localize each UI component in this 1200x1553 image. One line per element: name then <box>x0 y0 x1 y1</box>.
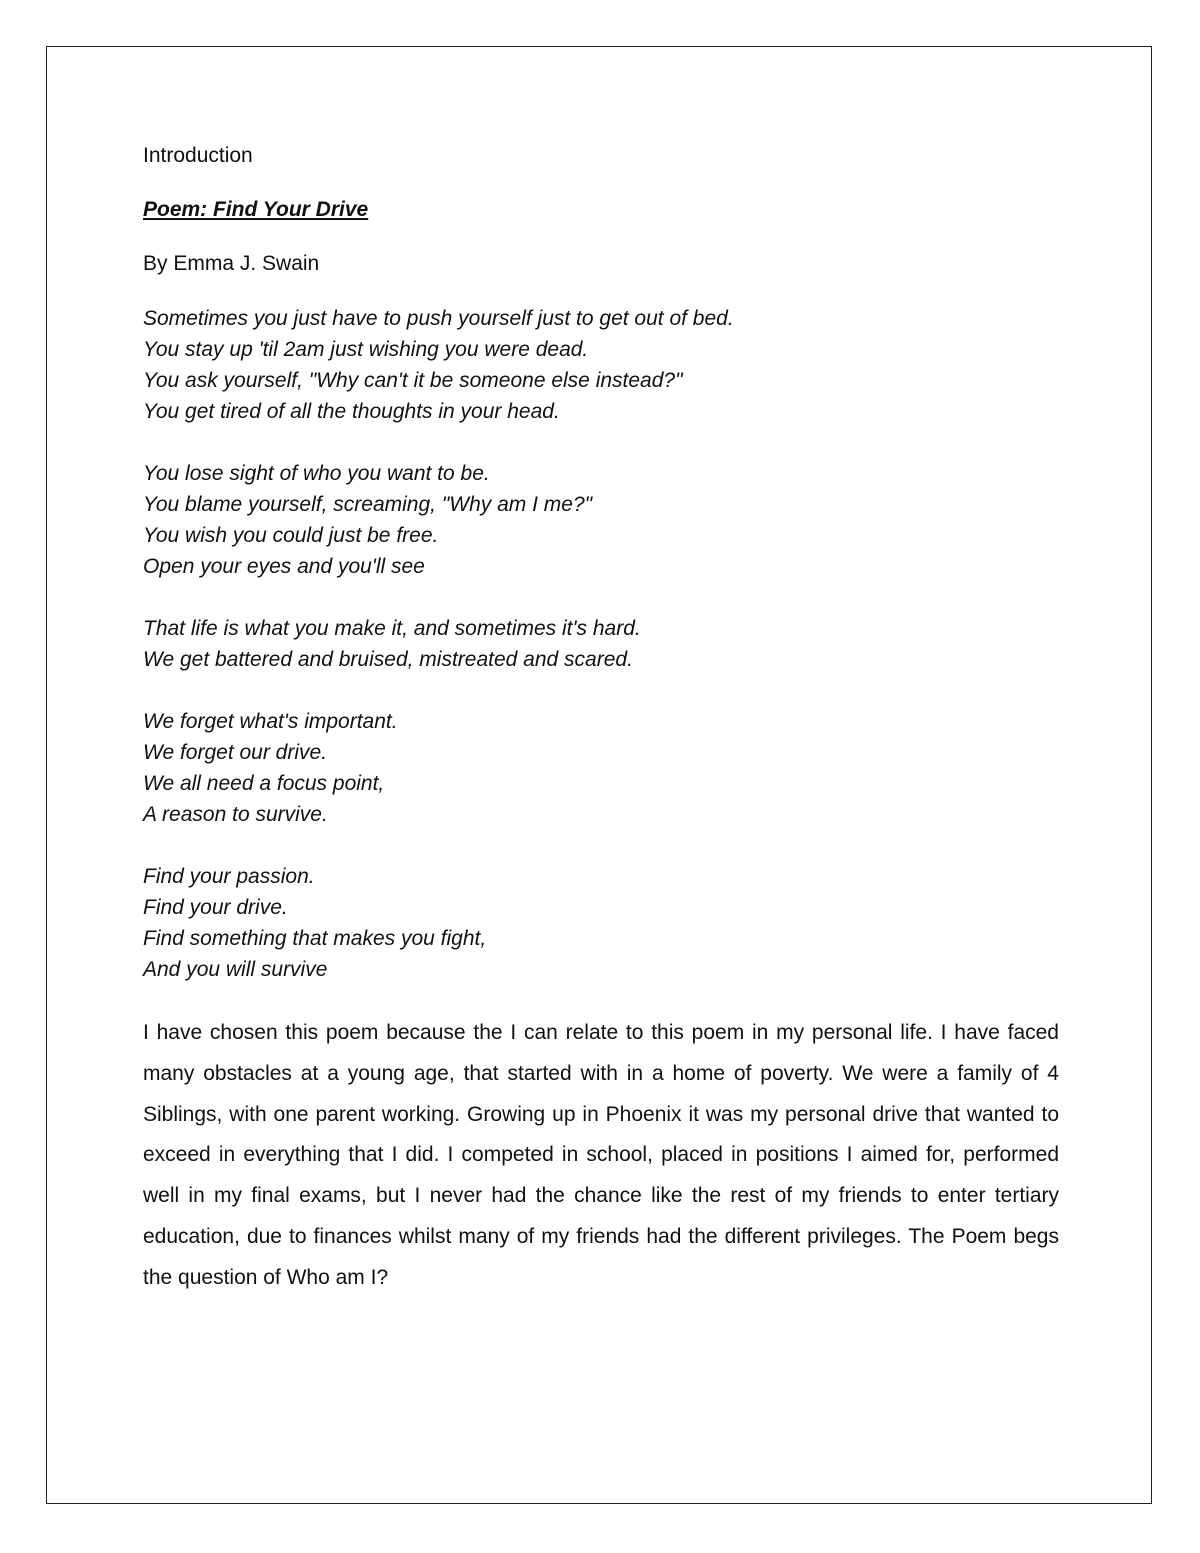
poem-line: And you will survive <box>143 958 328 981</box>
document-body <box>143 141 1059 1299</box>
poem <box>143 303 1059 985</box>
poem-line: Find your drive. <box>143 896 288 919</box>
stanza-4 <box>143 706 1059 830</box>
poem-line: You wish you could just be free. <box>143 524 439 547</box>
poem-line: We forget what's important. <box>143 710 398 733</box>
stanza-3 <box>143 613 1059 675</box>
stanza-2 <box>143 458 1059 582</box>
poem-line: That life is what you make it, and sometimes it's hard. <box>143 617 641 640</box>
essay-paragraph: I have chosen this poem because the I can relate to this poem in my personal life. I have faced many obstacles at a young age, that started with in a home of poverty. We were a family of 4 Siblings, with one parent working. Growing up in Phoenix it was my personal drive that wanted to exceed in everything that I did. I competed in school, placed in positions I aimed for, performed well in my final exams, but I never had the chance like the rest of my friends to enter tertiary education, due to finances whilst many of my friends had the different privileges. The Poem begs the question of Who am I? <box>143 1021 1059 1289</box>
poem-line: You ask yourself, "Why can't it be someone else instead?" <box>143 369 683 392</box>
poem-author: By Emma J. Swain <box>143 252 320 275</box>
stanza-5 <box>143 861 1059 985</box>
poem-line: Find your passion. <box>143 865 315 888</box>
poem-line: Sometimes you just have to push yourself just to get out of bed. <box>143 307 734 330</box>
stanza-1 <box>143 303 1059 427</box>
poem-line: Open your eyes and you'll see <box>143 555 425 578</box>
poem-line: We forget our drive. <box>143 741 328 764</box>
poem-line: A reason to survive. <box>143 803 328 826</box>
poem-line: We get battered and bruised, mistreated and scared. <box>143 648 633 671</box>
poem-line: You blame yourself, screaming, "Why am I me?" <box>143 493 593 516</box>
section-heading: Introduction <box>143 144 253 167</box>
poem-title: Poem: Find Your Drive <box>143 198 369 221</box>
poem-line: Find something that makes you fight, <box>143 927 487 950</box>
poem-line: You lose sight of who you want to be. <box>143 462 490 485</box>
poem-line: You stay up 'til 2am just wishing you were dead. <box>143 338 589 361</box>
poem-line: You get tired of all the thoughts in your head. <box>143 400 560 423</box>
poem-line: We all need a focus point, <box>143 772 385 795</box>
